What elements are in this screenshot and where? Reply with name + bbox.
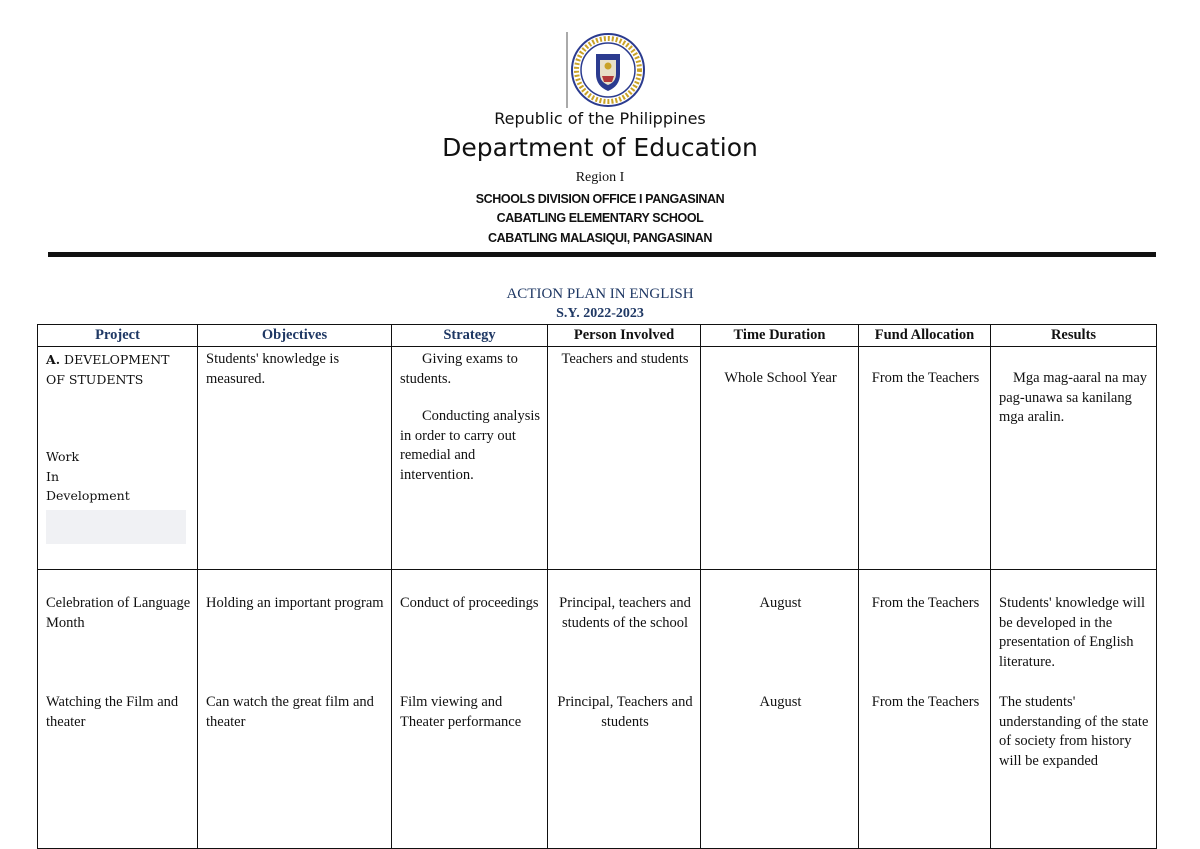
results-line: pag-unawa sa kanilang [999,389,1132,406]
region-heading: Region I [575,170,625,185]
strategy-cell [392,347,548,570]
strategy-cell [392,570,548,849]
person-text: Principal, teachers and students of the school [559,595,691,631]
table-row [38,570,1157,849]
strategy-text: Conduct of proceedings [400,595,539,611]
person-cell: Teachers and students [548,347,701,570]
deped-seal-icon [566,30,646,110]
duration-text: August [759,694,802,710]
project-sub-line: In [46,468,59,484]
strategy-text: Film viewing and Theater performance [400,694,522,730]
objectives-cell [198,570,392,849]
results-line: mga aralin. [999,409,1065,425]
person-text: Principal, Teachers and students [557,694,693,730]
results-cell [991,570,1157,849]
fund-text: From the Teachers [871,694,980,710]
shaded-box [46,510,186,544]
deped-seal [566,30,646,110]
column-header-project: Project [38,325,198,347]
project-cell [38,347,198,570]
results-cell [991,347,1157,570]
results-line: Mga mag-aaral na may [1013,370,1148,386]
division-heading: SCHOOLS DIVISION OFFICE I PANGASINAN [475,192,725,206]
fund-cell: From the Teachers [859,347,991,570]
results-text: Students' knowledge will be developed in the presentation of English literature. [999,595,1145,670]
person-cell [548,570,701,849]
fund-cell [859,570,991,849]
plan-title: ACTION PLAN IN ENGLISH [506,286,694,302]
objectives-text: Can watch the great film and theater [206,694,374,730]
project-name: Celebration of Language Month [46,595,191,631]
project-name: DEVELOPMENT OF STUDENTS [46,352,170,387]
duration-cell [701,570,859,849]
results-text: The students' understanding of the state of society from history will be expanded [999,694,1149,769]
objectives-text: Holding an important program [206,595,384,611]
column-header-person-involved: Person Involved [548,325,701,347]
address-heading: CABATLING MALASIQUI, PANGASINAN [488,231,712,245]
strategy-line: Conducting analysis in order to carry out remedial and intervention. [400,408,541,483]
duration-text: August [759,595,802,611]
duration-cell: Whole School Year [701,347,859,570]
column-header-results: Results [991,325,1157,347]
school-heading: CABATLING ELEMENTARY SCHOOL [496,211,704,225]
header-divider [48,252,1156,257]
project-name: Watching the Film and theater [46,694,179,730]
department-heading: Department of Education [442,133,758,162]
project-sub-line: Development [46,488,130,503]
project-letter: A. [46,352,61,367]
action-plan-table [37,324,1157,849]
objectives-cell: Students' knowledge is measured. [198,347,392,570]
project-sub-line: Work [46,449,80,464]
fund-text: From the Teachers [871,595,980,611]
strategy-line: Giving exams to students. [400,351,518,387]
column-header-objectives: Objectives [198,325,392,347]
republic-heading: Republic of the Philippines [494,109,706,128]
column-header-fund-allocation: Fund Allocation [859,325,991,347]
project-cell [38,570,198,849]
column-header-strategy: Strategy [392,325,548,347]
column-header-time-duration: Time Duration [701,325,859,347]
table-row [38,347,1157,570]
table-header-row [38,325,1157,347]
school-year: S.Y. 2022-2023 [556,306,644,321]
